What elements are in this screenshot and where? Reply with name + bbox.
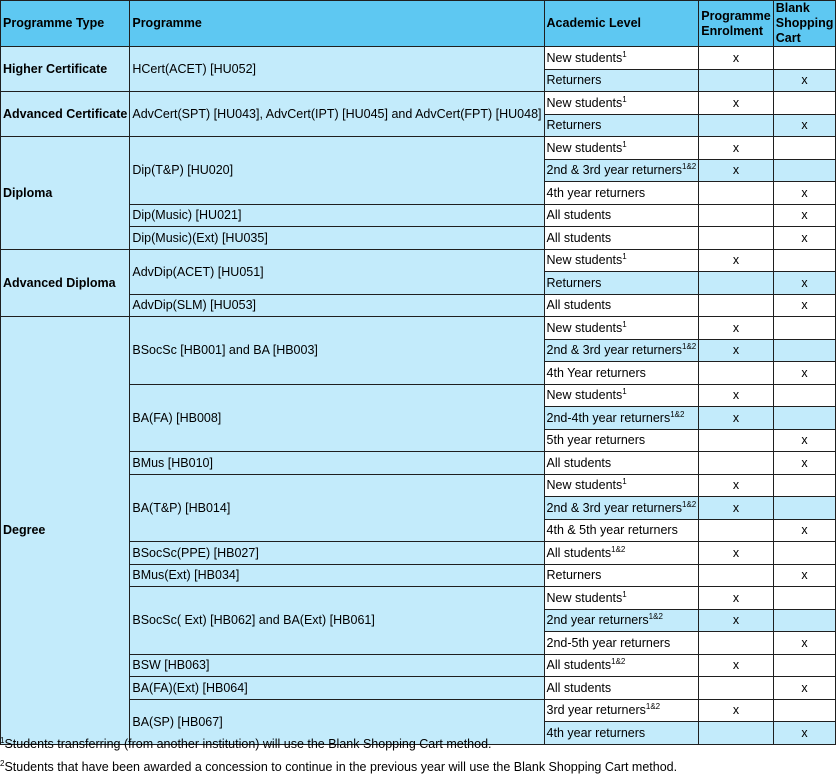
footnote-2 (0, 760, 677, 774)
table-row (1, 47, 836, 70)
academic-level-cell (544, 452, 699, 475)
programme-cell: AdvDip(SLM) [HU053] (130, 294, 544, 317)
enrolment-mark: x (732, 388, 740, 403)
academic-level-cell (544, 227, 699, 250)
academic-level-cell (544, 497, 699, 520)
blank-shopping-cart-cell (773, 654, 836, 677)
academic-level-cell (544, 114, 699, 137)
table-row (1, 92, 836, 115)
cart-mark: x (801, 118, 808, 133)
programme-type-cell: Degree (1, 317, 130, 745)
enrolment-mark: x (732, 590, 740, 605)
academic-level-text: All students (546, 230, 612, 245)
footnote-reference: 1&2 (611, 544, 626, 554)
programme-cell: BA(SP) [HB067] (130, 699, 544, 744)
blank-shopping-cart-cell (773, 452, 836, 475)
programme-cell: BSW [HB063] (130, 654, 544, 677)
footnote-reference: 1&2 (682, 342, 697, 352)
blank-shopping-cart-cell (773, 384, 836, 407)
footnote-reference: 1 (622, 589, 627, 599)
cart-mark: x (801, 635, 808, 650)
blank-shopping-cart-cell (773, 159, 836, 182)
cart-mark: x (801, 455, 808, 470)
academic-level-cell (544, 339, 699, 362)
table-row (1, 249, 836, 272)
blank-shopping-cart-cell (773, 182, 836, 205)
footnote-reference: 1&2 (645, 702, 661, 712)
programme-enrolment-cell (699, 182, 773, 205)
academic-level-cell (544, 294, 699, 317)
enrolment-mark: x (732, 500, 740, 515)
programme-enrolment-cell (699, 407, 773, 430)
blank-shopping-cart-cell (773, 249, 836, 272)
academic-level-text: 2nd year returners (546, 613, 649, 628)
programme-enrolment-cell (699, 69, 773, 92)
academic-level-text: New students (546, 388, 623, 403)
academic-level-text: 2nd & 3rd year returners (546, 343, 683, 358)
footnote-reference: 1 (622, 319, 627, 329)
programme-cell: Dip(T&P) [HU020] (130, 137, 544, 205)
table-header-row (1, 1, 836, 47)
programme-enrolment-cell (699, 249, 773, 272)
blank-shopping-cart-cell (773, 339, 836, 362)
programme-enrolment-cell (699, 609, 773, 632)
blank-shopping-cart-cell (773, 407, 836, 430)
programme-enrolment-cell (699, 159, 773, 182)
enrolment-mark: x (732, 658, 740, 673)
academic-level-cell (544, 407, 699, 430)
header-programme: Programme (130, 1, 544, 47)
blank-shopping-cart-cell (773, 204, 836, 227)
programme-enrolment-cell (699, 452, 773, 475)
footnote-reference: 1&2 (682, 499, 697, 509)
academic-level-text: 3rd year returners (546, 703, 646, 718)
academic-level-cell (544, 69, 699, 92)
academic-level-text: All students (546, 658, 612, 673)
programme-cell: BMus [HB010] (130, 452, 544, 475)
academic-level-cell (544, 699, 699, 722)
academic-level-text: New students (546, 590, 623, 605)
academic-level-text: New students (546, 320, 623, 335)
academic-level-text: New students (546, 478, 623, 493)
enrolment-mark: x (732, 613, 740, 628)
blank-shopping-cart-cell (773, 294, 836, 317)
programme-enrolment-cell (699, 497, 773, 520)
academic-level-text: Returners (546, 118, 602, 133)
header-academic-level: Academic Level (544, 1, 699, 47)
academic-level-cell (544, 429, 699, 452)
blank-shopping-cart-cell (773, 722, 836, 745)
academic-level-text: 4th & 5th year returners (546, 523, 678, 538)
enrolment-mark: x (732, 478, 740, 493)
programme-enrolment-cell (699, 272, 773, 295)
academic-level-text: 2nd-4th year returners (546, 410, 671, 425)
academic-level-cell (544, 92, 699, 115)
programme-type-cell: Higher Certificate (1, 47, 130, 92)
footnote-reference: 1 (622, 477, 627, 487)
academic-level-text: New students (546, 95, 623, 110)
footnote-1 (0, 737, 492, 751)
cart-mark: x (801, 185, 808, 200)
blank-shopping-cart-cell (773, 542, 836, 565)
academic-level-text: 5th year returners (546, 433, 646, 448)
programme-enrolment-cell (699, 677, 773, 700)
programme-cell: BA(FA) [HB008] (130, 384, 544, 452)
academic-level-text: All students (546, 680, 612, 695)
footnote-reference: 1&2 (611, 657, 626, 667)
enrolment-mark: x (732, 163, 740, 178)
academic-level-cell (544, 272, 699, 295)
academic-level-cell (544, 384, 699, 407)
academic-level-cell (544, 542, 699, 565)
table-row (1, 317, 836, 340)
footnote-reference: 1&2 (670, 409, 685, 419)
footnote-2-text: Students that have been awarded a concession to continue in the previous year will use the Blank Shopping Cart method. (4, 760, 678, 774)
table-body (1, 47, 836, 745)
academic-level-cell (544, 654, 699, 677)
blank-shopping-cart-cell (773, 587, 836, 610)
programme-enrolment-cell (699, 699, 773, 722)
programme-enrolment-cell (699, 654, 773, 677)
academic-level-text: All students (546, 208, 612, 223)
blank-shopping-cart-cell (773, 137, 836, 160)
programme-cell: Dip(Music) [HU021] (130, 204, 544, 227)
enrolment-mark: x (732, 50, 740, 65)
cart-mark: x (801, 230, 808, 245)
footnote-reference: 1 (622, 94, 627, 104)
footnote-reference: 1 (622, 139, 627, 149)
academic-level-cell (544, 47, 699, 70)
programme-type-cell: Advanced Diploma (1, 249, 130, 317)
academic-level-text: Returners (546, 275, 602, 290)
blank-shopping-cart-cell (773, 699, 836, 722)
academic-level-cell (544, 362, 699, 385)
programme-cell: AdvCert(SPT) [HU043], AdvCert(IPT) [HU045] and AdvCert(FPT) [HU048] (130, 92, 544, 137)
academic-level-text: Returners (546, 568, 602, 583)
footnote-reference: 1&2 (682, 162, 697, 172)
academic-level-cell (544, 204, 699, 227)
programme-enrolment-cell (699, 429, 773, 452)
academic-level-cell (544, 722, 699, 745)
academic-level-cell (544, 587, 699, 610)
header-blank-shopping-cart: Blank Shopping Cart (773, 1, 836, 47)
academic-level-cell (544, 519, 699, 542)
programme-cell: Dip(Music)(Ext) [HU035] (130, 227, 544, 250)
footnote-2-marker: 2 (0, 759, 5, 768)
programme-enrolment-cell (699, 114, 773, 137)
enrolment-mark: x (732, 320, 740, 335)
academic-level-cell (544, 474, 699, 497)
programme-type-cell: Advanced Certificate (1, 92, 130, 137)
academic-level-text: All students (546, 455, 612, 470)
academic-level-text: All students (546, 298, 612, 313)
academic-level-cell (544, 677, 699, 700)
cart-mark: x (801, 680, 808, 695)
blank-shopping-cart-cell (773, 114, 836, 137)
blank-shopping-cart-cell (773, 519, 836, 542)
academic-level-text: All students (546, 545, 612, 560)
cart-mark: x (801, 275, 808, 290)
academic-level-cell (544, 159, 699, 182)
enrolment-mark: x (732, 703, 740, 718)
programme-cell: BA(FA)(Ext) [HB064] (130, 677, 544, 700)
academic-level-cell (544, 632, 699, 655)
programme-cell: BA(T&P) [HB014] (130, 474, 544, 542)
programme-enrolment-cell (699, 47, 773, 70)
blank-shopping-cart-cell (773, 227, 836, 250)
blank-shopping-cart-cell (773, 92, 836, 115)
academic-level-text: New students (546, 50, 623, 65)
programme-cell: BSocSc( Ext) [HB062] and BA(Ext) [HB061] (130, 587, 544, 655)
programme-enrolment-cell (699, 92, 773, 115)
blank-shopping-cart-cell (773, 497, 836, 520)
enrolment-mark: x (732, 343, 740, 358)
academic-level-cell (544, 609, 699, 632)
academic-level-cell (544, 137, 699, 160)
academic-level-text: 2nd-5th year returners (546, 635, 671, 650)
programme-enrolment-cell (699, 632, 773, 655)
academic-level-text: New students (546, 253, 623, 268)
programme-cell: BMus(Ext) [HB034] (130, 564, 544, 587)
blank-shopping-cart-cell (773, 609, 836, 632)
table-row (1, 137, 836, 160)
footnote-reference: 1 (622, 49, 627, 59)
cart-mark: x (801, 568, 808, 583)
blank-shopping-cart-cell (773, 272, 836, 295)
enrolment-mark: x (732, 140, 740, 155)
programme-enrolment-cell (699, 474, 773, 497)
programme-cell: AdvDip(ACET) [HU051] (130, 249, 544, 294)
programme-enrolment-cell (699, 204, 773, 227)
footnote-1-marker: 1 (0, 736, 5, 745)
programme-enrolment-cell (699, 542, 773, 565)
programme-enrolment-cell (699, 339, 773, 362)
enrolment-mark: x (732, 545, 740, 560)
academic-level-text: 2nd & 3rd year returners (546, 163, 683, 178)
academic-level-text: Returners (546, 73, 602, 88)
blank-shopping-cart-cell (773, 564, 836, 587)
programme-enrolment-cell (699, 137, 773, 160)
programme-cell: BSocSc [HB001] and BA [HB003] (130, 317, 544, 385)
academic-level-cell (544, 564, 699, 587)
programme-enrolment-cell (699, 362, 773, 385)
blank-shopping-cart-cell (773, 677, 836, 700)
academic-level-text: 2nd & 3rd year returners (546, 500, 683, 515)
footnote-1-text: Students transferring (from another institution) will use the Blank Shopping Cart method. (4, 737, 492, 751)
footnote-reference: 1 (622, 387, 627, 397)
academic-level-cell (544, 182, 699, 205)
cart-mark: x (801, 208, 808, 223)
enrolment-mark: x (732, 410, 740, 425)
footnote-reference: 1 (622, 252, 627, 262)
cart-mark: x (801, 298, 808, 313)
blank-shopping-cart-cell (773, 632, 836, 655)
programme-cell: HCert(ACET) [HU052] (130, 47, 544, 92)
cart-mark: x (801, 523, 808, 538)
programme-enrolment-cell (699, 294, 773, 317)
programme-enrolment-cell (699, 317, 773, 340)
academic-level-text: 4th year returners (546, 185, 646, 200)
academic-level-text: 4th year returners (546, 725, 646, 740)
cart-mark: x (801, 73, 808, 88)
programme-enrolment-cell (699, 722, 773, 745)
academic-level-cell (544, 317, 699, 340)
programme-enrolment-cell (699, 519, 773, 542)
blank-shopping-cart-cell (773, 47, 836, 70)
blank-shopping-cart-cell (773, 362, 836, 385)
programme-enrolment-cell (699, 587, 773, 610)
blank-shopping-cart-cell (773, 69, 836, 92)
programme-type-cell: Diploma (1, 137, 130, 250)
header-programme-type: Programme Type (1, 1, 130, 47)
footnote-reference: 1&2 (648, 612, 663, 622)
cart-mark: x (801, 433, 808, 448)
blank-shopping-cart-cell (773, 429, 836, 452)
programme-enrolment-cell (699, 384, 773, 407)
enrolment-mark: x (732, 95, 740, 110)
blank-shopping-cart-cell (773, 474, 836, 497)
programme-enrolment-cell (699, 564, 773, 587)
programme-enrolment-cell (699, 227, 773, 250)
blank-shopping-cart-cell (773, 317, 836, 340)
header-programme-enrolment: Programme Enrolment (699, 1, 773, 47)
cart-mark: x (801, 725, 808, 740)
cart-mark: x (801, 365, 808, 380)
programme-cell: BSocSc(PPE) [HB027] (130, 542, 544, 565)
academic-level-text: New students (546, 140, 623, 155)
academic-level-cell (544, 249, 699, 272)
academic-level-text: 4th Year returners (546, 365, 646, 380)
enrolment-mark: x (732, 253, 740, 268)
